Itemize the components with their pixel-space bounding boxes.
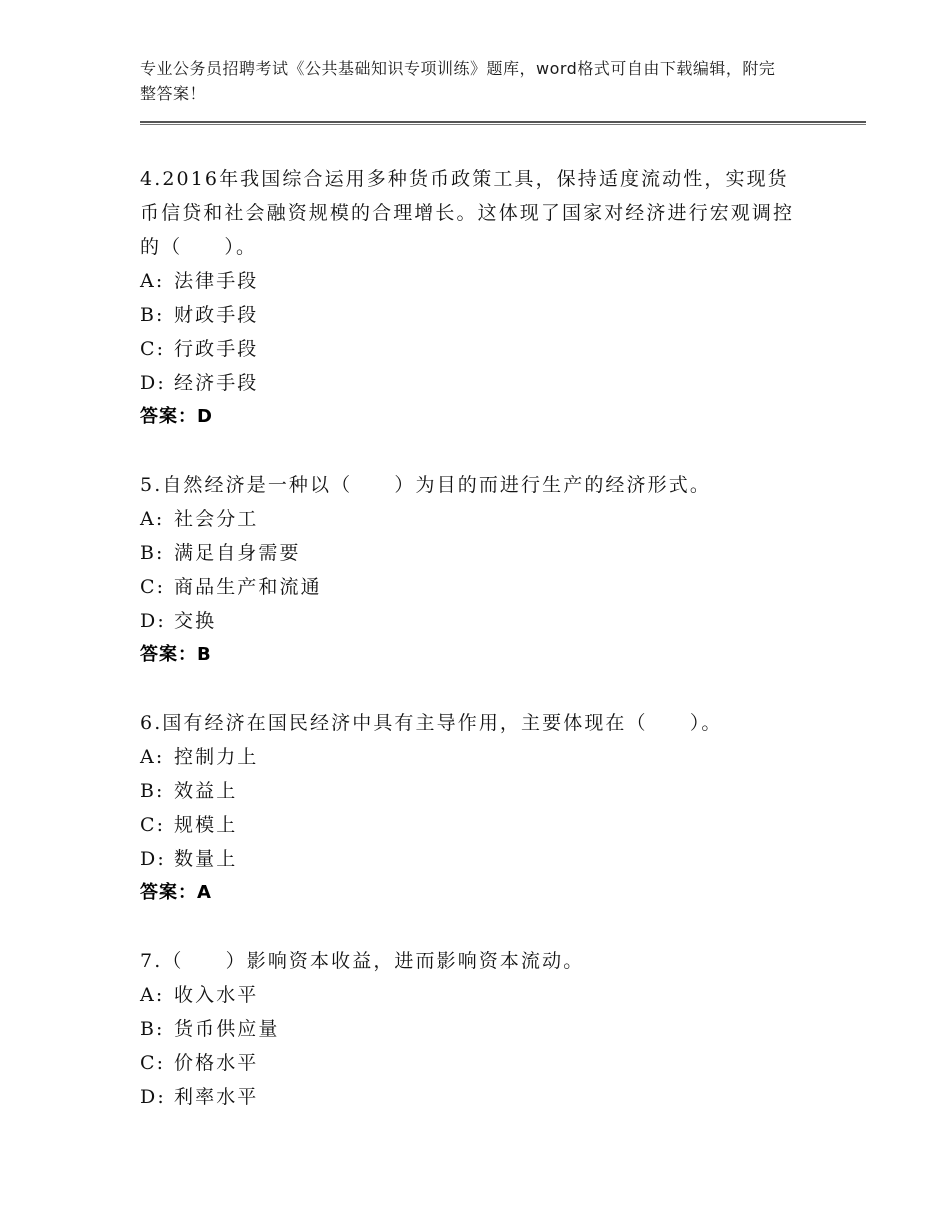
question-4 [140, 162, 800, 434]
option-a [140, 502, 800, 536]
option-d [140, 1080, 800, 1114]
option-text: 社会分工 [174, 508, 259, 530]
option-b [140, 1012, 800, 1046]
header-divider [140, 121, 866, 123]
option-text: 控制力上 [174, 746, 259, 768]
option-b [140, 298, 800, 332]
answer-line: 答案：B [140, 644, 212, 665]
option-key: C: [140, 1052, 166, 1074]
option-text: 利率水平 [174, 1086, 259, 1108]
question-6 [140, 706, 800, 910]
header-divider-thin [140, 124, 866, 125]
option-b [140, 774, 800, 808]
option-key: D: [140, 610, 166, 632]
option-d [140, 842, 800, 876]
option-key: A: [140, 746, 165, 768]
option-text: 货币供应量 [174, 1018, 280, 1040]
option-a [140, 264, 800, 298]
option-key: A: [140, 270, 165, 292]
option-key: B: [140, 1018, 165, 1040]
option-key: B: [140, 304, 165, 326]
question-5 [140, 468, 800, 672]
option-key: A: [140, 984, 165, 1006]
option-key: B: [140, 542, 165, 564]
option-text: 收入水平 [174, 984, 259, 1006]
option-text: 效益上 [174, 780, 238, 802]
option-key: D: [140, 372, 166, 394]
option-key: C: [140, 338, 166, 360]
option-key: C: [140, 814, 166, 836]
option-d [140, 366, 800, 400]
option-key: D: [140, 1086, 166, 1108]
question-stem: 4.2016年我国综合运用多种货币政策工具，保持适度流动性，实现货币信贷和社会融资规模的合理增长。这体现了国家对经济进行宏观调控的（ ）。 [140, 168, 795, 258]
option-text: 经济手段 [174, 372, 259, 394]
option-c [140, 1046, 800, 1080]
option-text: 规模上 [174, 814, 238, 836]
option-text: 交换 [174, 610, 217, 632]
option-b [140, 536, 800, 570]
question-7 [140, 944, 800, 1114]
option-text: 行政手段 [174, 338, 259, 360]
option-text: 满足自身需要 [174, 542, 301, 564]
answer-line: 答案：A [140, 882, 212, 903]
question-stem: 5.自然经济是一种以（ ）为目的而进行生产的经济形式。 [140, 474, 711, 496]
option-text: 财政手段 [174, 304, 259, 326]
document-header: 专业公务员招聘考试《公共基础知识专项训练》题库，word格式可自由下载编辑，附完整答案！ [140, 59, 776, 103]
question-stem: 6.国有经济在国民经济中具有主导作用，主要体现在（ ）。 [140, 712, 723, 734]
option-a [140, 978, 800, 1012]
answer-line: 答案：D [140, 406, 213, 427]
question-list [140, 162, 800, 1148]
option-c [140, 570, 800, 604]
option-key: D: [140, 848, 166, 870]
question-stem: 7.（ ）影响资本收益，进而影响资本流动。 [140, 950, 585, 972]
option-text: 商品生产和流通 [174, 576, 322, 598]
option-c [140, 332, 800, 366]
option-text: 数量上 [174, 848, 238, 870]
option-key: B: [140, 780, 165, 802]
option-key: C: [140, 576, 166, 598]
option-a [140, 740, 800, 774]
option-text: 价格水平 [174, 1052, 259, 1074]
option-d [140, 604, 800, 638]
option-text: 法律手段 [174, 270, 259, 292]
option-key: A: [140, 508, 165, 530]
option-c [140, 808, 800, 842]
